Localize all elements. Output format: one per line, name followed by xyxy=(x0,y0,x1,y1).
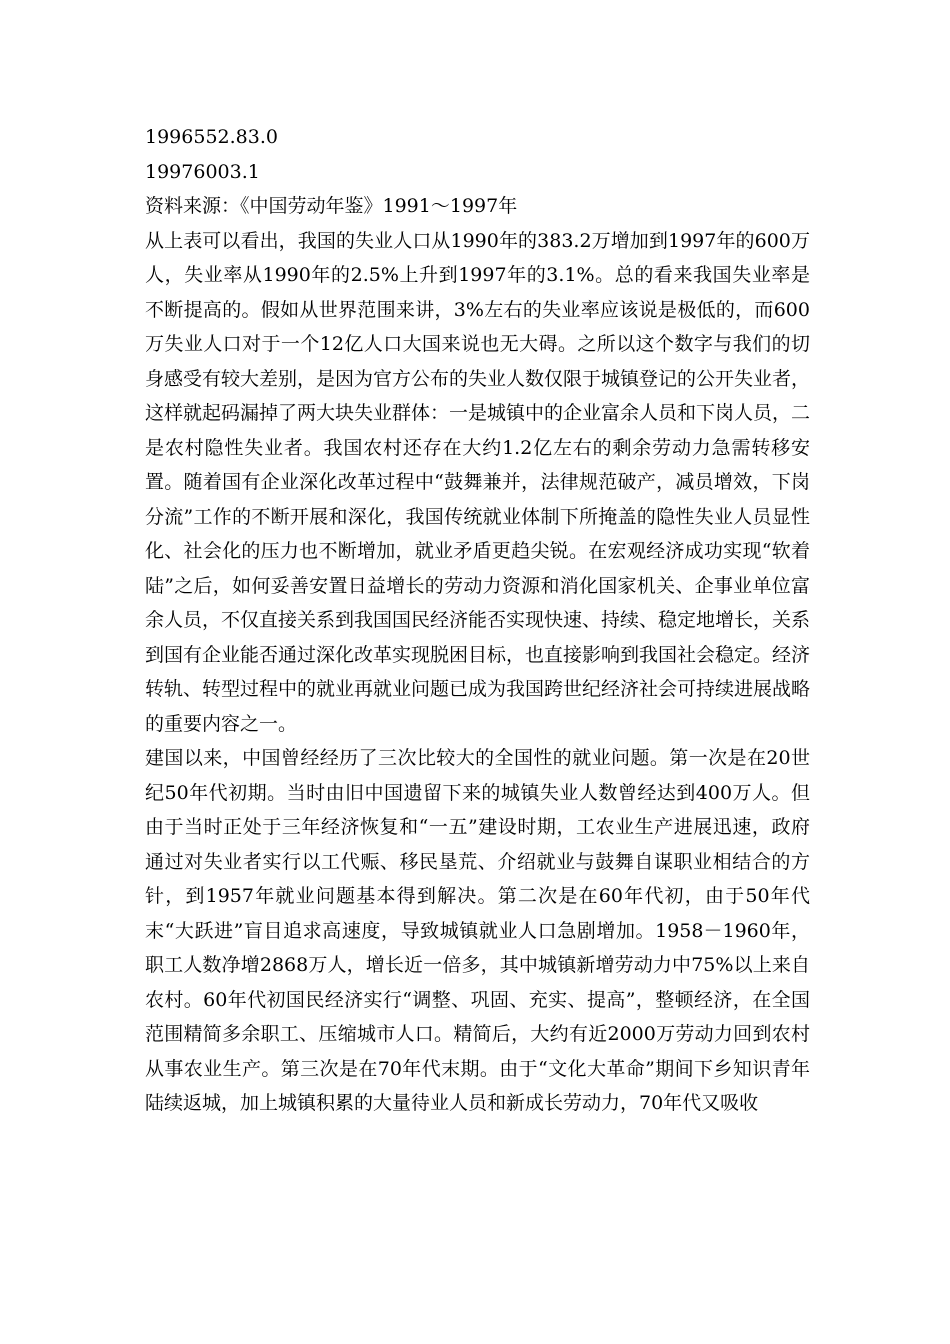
table-row-1997: 19976003.1 xyxy=(145,160,260,183)
paragraph-employment-history: 建国以来，中国曾经经历了三次比较大的全国性的就业问题。第一次是在20世纪50年代初期。当时由旧中国遗留下来的城镇失业人数曾经达到400万人。但由于当时正处于三年经济恢复和“一五”建设时期，工农业生产进展迅速，政府通过对失业者实行以工代赈、移民垦荒、介绍就业与鼓舞自谋职业相结合的方针，到1957年就业问题基本得到解决。第二次是在60年代初，由于50年代末“大跃进”盲目追求高速度，导致城镇就业人口急剧增加。1958－1960年，职工人数净增2868万人，增长近一倍多，其中城镇新增劳动力中75%以上来自农村。60年代初国民经济实行“调整、巩固、充实、提高”，整顿经济，在全国范围精简多余职工、压缩城市人口。精简后，大约有近2000万劳动力回到农村从事农业生产。第三次是在70年代末期。由于“文化大革命”期间下乡知识青年陆续返城，加上城镇积累的大量待业人员和新成长劳动力，70年代又吸收 xyxy=(145,747,810,1114)
paragraph-unemployment-analysis: 从上表可以看出，我国的失业人口从1990年的383.2万增加到1997年的600万人，失业率从1990年的2.5%上升到1997年的3.1%。总的看来我国失业率是不断提高的。假如从世界范围来讲，3%左右的失业率应该说是极低的，而600万失业人口对于一个12亿人口大国来说也无大碍。之所以这个数字与我们的切身感受有较大差别，是因为官方公布的失业人数仅限于城镇登记的公开失业者，这样就起码漏掉了两大块失业群体：一是城镇中的企业富余人员和下岗人员，二是农村隐性失业者。我国农村还存在大约1.2亿左右的剩余劳动力急需转移安置。随着国有企业深化改革过程中“鼓舞兼并，法律规范破产，减员增效，下岗分流”工作的不断开展和深化，我国传统就业体制下所掩盖的隐性失业人员显性化、社会化的压力也不断增加，就业矛盾更趋尖锐。在宏观经济成功实现“软着陆”之后，如何妥善安置日益增长的劳动力资源和消化国家机关、企事业单位富余人员，不仅直接关系到我国国民经济能否实现快速、持续、稳定地增长，关系到国有企业能否通过深化改革实现脱困目标，也直接影响到我国社会稳定。经济转轨、转型过程中的就业再就业问题已成为我国跨世纪经济社会可持续进展战略的重要内容之一。 xyxy=(145,229,811,735)
source-note: 资料来源：《中国劳动年鉴》1991～1997年 xyxy=(145,195,518,217)
table-row-1996: 1996552.83.0 xyxy=(145,126,278,148)
document-body xyxy=(145,120,810,1121)
